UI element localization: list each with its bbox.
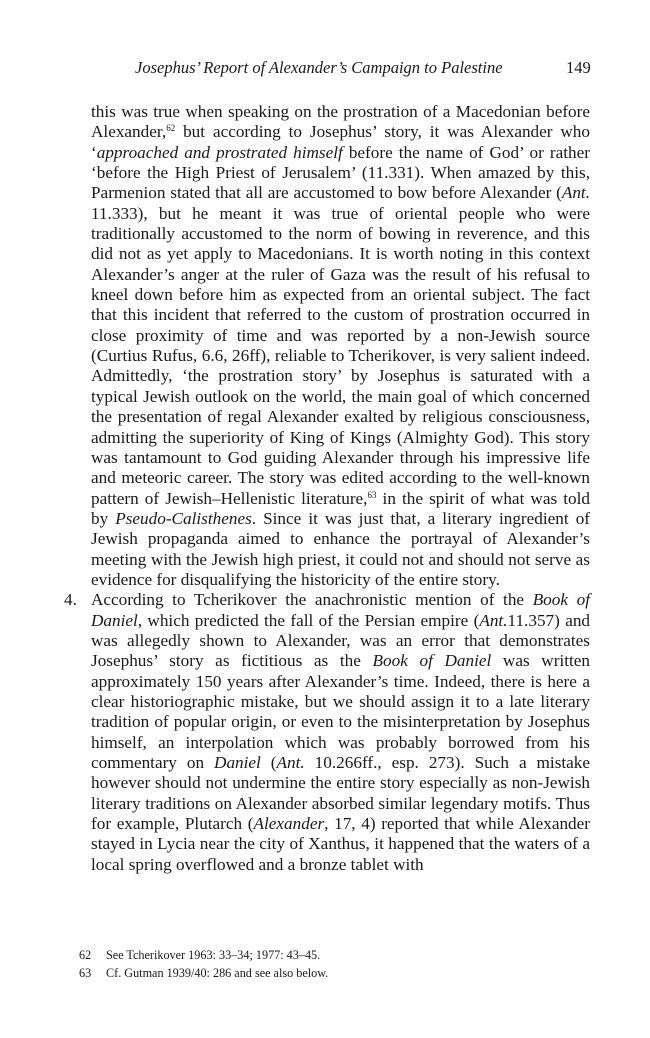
list-number: 4. <box>64 590 77 610</box>
running-head <box>0 58 650 80</box>
text-run: but according to Josephus’ story, it was Alexander who ‘ <box>91 122 590 162</box>
footnote-text: Cf. Gutman 1939/40: 286 and see also below. <box>106 966 329 980</box>
text-run: before the name of God’ or rather ‘before the High Priest of Jerusalem’ (11.331). When amazed by this, Parmenion stated that all are accustomed to bow before Alexander ( <box>91 142 590 203</box>
italic-title: Daniel <box>214 753 261 772</box>
page-number: 149 <box>566 58 591 77</box>
italic-citation: Ant. <box>479 610 508 630</box>
text-run: ( <box>260 753 277 772</box>
paragraph-continuation <box>60 102 590 590</box>
italic-title: Book of Daniel <box>91 590 590 630</box>
text-run: 10.266ff., esp. 273). Such a mistake however should not undermine the entire story especially as non-Jewish literary traditions on Alexander absorbed similar legendary motifs. Thus for example, Plutarch ( <box>91 753 591 834</box>
footnote-ref-63: 63 <box>367 489 377 500</box>
body-text <box>60 102 590 875</box>
text-run: , which predicted the fall of the Persian empire ( <box>137 610 480 630</box>
footnote-62 <box>79 946 599 964</box>
italic-quote: approached and prostrated himself <box>96 142 343 162</box>
italic-title: Pseudo-Calisthenes <box>115 508 252 528</box>
italic-citation: Ant. <box>276 753 305 772</box>
text-run: According to Tcherikover the anachronistic mention of the <box>91 590 533 610</box>
footnote-number: 63 <box>79 966 92 980</box>
text-run: was written approximately 150 years after Alexander’s time. Indeed, there is here a clear historiographic mistake, but we should assign it to a late literary tradition of popular origin, or even to the misinterpretation by Josephus himself, an interpolation which was probably borrowed from his commentary on <box>91 651 590 772</box>
italic-citation: Ant. <box>561 183 590 203</box>
text-run: . Since it was just that, a literary ingredient of Jewish propaganda aimed to enhance the portrayal of Alexander’s meeting with the Jewish high priest, it could not and should not serve as evidence for disqualifying the historicity of the entire story. <box>91 508 591 589</box>
footnote-63 <box>79 964 599 982</box>
running-title: Josephus’ Report of Alexander’s Campaign to Palestine <box>135 58 503 77</box>
text-run: , 17, 4) reported that while Alexander stayed in Lycia near the city of Xanthus, it happened that the waters of a local spring overflowed and a bronze tablet with <box>91 814 590 874</box>
text-run: 11.357) and was allegedly shown to Alexander, was an error that demonstrates Josephus’ story as fictitious as the <box>91 610 591 671</box>
italic-title: Alexander <box>253 814 325 834</box>
footnote-text: See Tcherikover 1963: 33–34; 1977: 43–45. <box>106 948 321 962</box>
italic-title: Book of Daniel <box>372 651 492 671</box>
text-run: in the spirit of what was told by <box>91 488 590 528</box>
footnotes <box>79 946 599 982</box>
list-item-4 <box>60 590 590 875</box>
text-run: 11.333), but he meant it was true of oriental people who were traditionally accustomed to the norm of bowing in reverence, and this did not as yet apply to Macedonians. It is worth noting in this context Alexander’s anger at the ruler of Gaza was the result of his refusal to kneel down before him as expected from an oriental subject. The fact that this incident that referred to the custom of prostration occurred in close proximity of time and was reported by a non-Jewish source (Curtius Rufus, 6.6, 26ff), reliable to Tcherikover, is very salient indeed. Admittedly, ‘the prostration story’ by Josephus is saturated with a typical Jewish outlook on the world, the main goal of which concerned the presentation of regal Alexander exalted by religious consciousness, admitting the superiority of King of Kings (Almighty God). This story was tantamount to God guiding Alexander through his impressive life and meteoric career. The story was edited according to the well-known pattern of Jewish–Hellenistic literature, <box>91 203 590 508</box>
footnote-ref-62: 62 <box>166 123 176 134</box>
footnote-number: 62 <box>79 948 92 962</box>
text-run: this was true when speaking on the prostration of a Macedonian before Alexander, <box>91 102 590 142</box>
